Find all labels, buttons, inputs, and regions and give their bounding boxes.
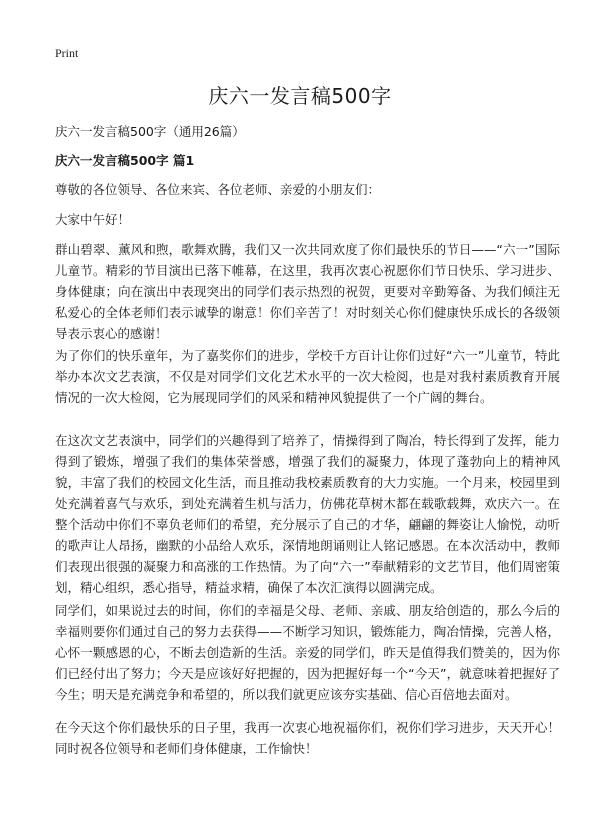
paragraph-5: 在今天这个你们最快乐的日子里，我再一次衷心地祝福你们，祝你们学习进步，天天开心！同时祝各位领导和老师们身体健康，工作愉快！ — [55, 720, 560, 756]
paragraph-4: 同学们，如果说过去的时间，你们的幸福是父母、老师、亲戚、朋友给创造的，那么今后的幸福则要你们通过自己的努力去获得——不断学习知识，锻炼能力，陶冶情操，完善人格，心怀一颗感恩的心，不断去创造新的生活。亲爱的同学们，昨天是值得我们赞美的，因为你们已经付出了努力；今天是应该好好把握的，因为把握好每一个“今天”，就意味着把握好了今生；明天是充满竞争和希望的，所以我们就更应该夯实基础、信心百倍地去面对。 — [55, 603, 560, 702]
paragraph-greeting: 大家中午好！ — [55, 212, 131, 227]
document-subtitle: 庆六一发言稿500字（通用26篇） — [55, 124, 245, 139]
page-title: 庆六一发言稿500字 — [208, 84, 392, 108]
paragraph-1: 群山碧翠、薰风和煦，歌舞欢腾，我们又一次共同欢度了你们最快乐的节日——“六一”国际儿童节。精彩的节目演出已落下帷幕，在这里，我再次衷心祝愿你们节日快乐、学习进步、身体健康；向在演出中表现突出的同学们表示热烈的祝贺，更要对辛勤筹备、为我们倾注无私爱心的全体老师们表示诚挚的谢意！你们辛苦了！对时刻关心你们健康快乐成长的各级领导表示衷心的感谢！ — [55, 242, 560, 341]
print-link[interactable]: Print — [55, 46, 79, 60]
paragraph-salutation: 尊敬的各位领导、各位来宾、各位老师、亲爱的小朋友们： — [55, 182, 381, 197]
paragraph-3: 在这次文艺表演中，同学们的兴趣得到了培养了，情操得到了陶冶，特长得到了发挥，能力得到了锻炼，增强了我们的集体荣誉感，增强了我们的凝聚力，体现了蓬勃向上的精神风貌，丰富了我们的校园文化生活，而且推动我校素质教育的大力实施。一个月来，校园里到处充满着喜气与欢乐，到处充满着生机与活力，仿佛花草树木都在载歌载舞，欢庆六一。在整个活动中你们不辜负老师们的希望，充分展示了自己的才华，翩翩的舞姿让人愉悦，动听的歌声让人昂扬，幽默的小品给人欢乐，深情地朗诵则让人铭记感恩。在本次活动中，教师们表现出很强的凝聚力和高涨的工作热情。为了向“六一”奉献精彩的文艺节目，他们周密策划，精心组织，悉心指导，精益求精，确保了本次汇演得以圆满完成。 — [55, 433, 560, 595]
paragraph-2: 为了你们的快乐童年，为了嘉奖你们的进步，学校千方百计让你们过好“六一”儿童节，特此举办本次文艺表演，不仅是对同学们文化艺术水平的一次大检阅，也是对我村素质教育开展情况的一次大检阅，它为展现同学们的风采和精神风貌提供了一个广阔的舞台。 — [55, 348, 560, 405]
section-heading: 庆六一发言稿500字 篇1 — [55, 153, 195, 168]
